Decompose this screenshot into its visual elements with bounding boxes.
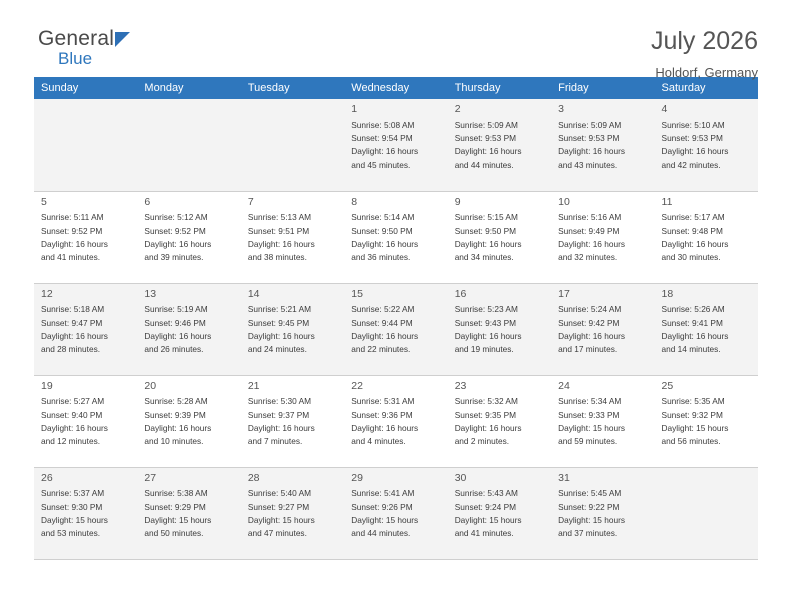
day-sun-info [351,303,441,357]
day-info-line: Sunset: 9:48 PM [661,225,723,236]
day-info-line: and 41 minutes. [41,252,101,263]
day-sun-info [455,211,545,265]
weekday-header-thursday: Thursday [448,77,551,99]
day-info-line: Sunrise: 5:41 AM [351,488,415,499]
calendar-day-cell [137,375,240,467]
calendar-day-cell [137,191,240,283]
day-sun-info [558,487,648,541]
day-info-line: Sunrise: 5:24 AM [558,304,622,315]
day-info-line: Sunset: 9:24 PM [454,501,517,512]
calendar-day-cell [34,375,137,467]
weekday-header-friday: Friday [551,77,654,99]
calendar-day-cell [241,191,344,283]
calendar-day-cell [344,283,447,375]
day-info-line: Sunrise: 5:22 AM [351,304,415,315]
day-number: 10 [558,195,570,208]
day-info-line: Sunset: 9:42 PM [558,317,620,328]
day-sun-info [455,487,545,541]
day-info-line: Sunrise: 5:43 AM [454,488,518,499]
day-info-line: Sunrise: 5:11 AM [41,212,104,223]
day-info-line: Sunrise: 5:15 AM [454,212,518,223]
day-info-line: and 37 minutes. [558,528,618,539]
day-info-line: Daylight: 16 hours [454,330,522,341]
day-info-line: and 41 minutes. [454,528,514,539]
day-info-line: Sunset: 9:26 PM [351,501,413,512]
day-sun-info [558,395,648,449]
day-info-line: and 26 minutes. [144,344,204,355]
day-info-line: Sunrise: 5:32 AM [454,396,518,407]
day-info-line: Sunrise: 5:31 AM [351,396,415,407]
day-info-line: Daylight: 15 hours [558,422,625,433]
day-info-line: Sunrise: 5:10 AM [661,119,725,130]
day-info-line: Sunset: 9:30 PM [41,501,103,512]
day-number: 20 [144,379,157,392]
day-sun-info [558,119,648,173]
day-info-line: Daylight: 16 hours [454,422,522,433]
day-info-line: Sunset: 9:51 PM [247,225,310,236]
day-info-line: and 50 minutes. [144,528,204,539]
day-info-line: and 32 minutes. [558,252,618,263]
weekday-header-sunday: Sunday [34,77,137,99]
day-info-line: Daylight: 15 hours [351,514,419,525]
day-info-line: Daylight: 16 hours [144,422,212,433]
day-info-line: Sunrise: 5:18 AM [41,304,105,315]
day-number: 13 [144,287,157,300]
brand-logo [34,28,130,67]
calendar-day-cell [448,99,551,191]
day-info-line: and 7 minutes. [247,436,303,447]
day-info-line: Daylight: 16 hours [454,146,522,157]
calendar-week-row [34,375,758,467]
day-number: 9 [454,195,461,208]
day-sun-info [351,211,441,265]
day-info-line: and 28 minutes. [41,344,101,355]
day-info-line: and 47 minutes. [247,528,307,539]
day-number: 28 [247,471,260,484]
day-sun-info [351,119,441,173]
day-info-line: Sunset: 9:40 PM [41,409,103,420]
day-info-line: and 14 minutes. [661,344,721,355]
day-info-line: Sunrise: 5:08 AM [351,119,415,130]
day-info-line: Sunset: 9:43 PM [454,317,517,328]
day-info-line: Sunset: 9:53 PM [454,133,517,144]
triangle-logo-icon [115,32,130,47]
day-number: 29 [351,471,363,484]
day-sun-info [662,211,752,265]
day-info-line: Daylight: 16 hours [351,146,419,157]
day-sun-info [558,211,648,265]
day-info-line: Daylight: 16 hours [247,422,315,433]
day-info-line: Sunset: 9:33 PM [558,409,620,420]
day-number: 26 [41,471,53,484]
day-number: 24 [558,379,570,392]
day-info-line: Sunset: 9:52 PM [41,225,103,236]
day-info-line: Sunrise: 5:28 AM [144,396,208,407]
calendar-day-cell [34,191,137,283]
day-info-line: Daylight: 16 hours [247,238,315,249]
page-title: July 2026 [650,27,758,55]
day-info-line: Daylight: 16 hours [144,238,212,249]
calendar-day-cell [34,283,137,375]
weekday-header-tuesday: Tuesday [241,77,344,99]
day-info-line: Daylight: 16 hours [41,238,108,249]
day-sun-info [248,395,338,449]
calendar-day-cell [551,191,654,283]
weekday-header-monday: Monday [137,77,240,99]
calendar-table [34,77,758,560]
calendar-header-row [34,77,758,99]
day-info-line: and 39 minutes. [144,252,204,263]
day-info-line: Sunrise: 5:40 AM [247,488,312,499]
day-sun-info [41,395,131,449]
day-info-line: Sunrise: 5:38 AM [144,488,208,499]
day-number: 5 [41,195,47,208]
day-info-line: Sunset: 9:39 PM [144,409,206,420]
page-subtitle-location: Holdorf, Germany [655,64,758,80]
calendar-day-cell [344,191,447,283]
day-sun-info [248,211,338,265]
brand-name-general: General [38,27,115,50]
day-number: 12 [41,287,53,300]
day-info-line: Sunrise: 5:14 AM [351,212,415,223]
day-info-line: and 19 minutes. [454,344,514,355]
calendar-week-row [34,283,758,375]
calendar-day-cell [655,191,758,283]
day-info-line: Sunrise: 5:19 AM [144,304,208,315]
day-info-line: Daylight: 15 hours [558,514,625,525]
day-info-line: Sunset: 9:53 PM [558,133,620,144]
day-info-line: Daylight: 15 hours [247,514,315,525]
day-info-line: Sunrise: 5:35 AM [661,396,725,407]
calendar-day-cell [137,283,240,375]
day-number: 2 [454,103,461,115]
day-info-line: and 43 minutes. [558,159,618,170]
day-info-line: Sunrise: 5:34 AM [558,396,622,407]
day-info-line: and 42 minutes. [661,159,721,170]
day-info-line: and 38 minutes. [247,252,307,263]
day-number: 11 [661,195,673,208]
day-info-line: Daylight: 16 hours [351,422,419,433]
day-info-line: Sunset: 9:52 PM [144,225,206,236]
day-info-line: and 2 minutes. [454,436,510,447]
day-number: 23 [454,379,467,392]
day-number: 14 [247,287,260,300]
day-sun-info [144,211,234,265]
day-info-line: Sunset: 9:50 PM [454,225,517,236]
day-number: 30 [454,471,467,484]
day-number: 8 [351,195,358,208]
calendar-day-cell [655,375,758,467]
day-info-line: Sunset: 9:50 PM [351,225,413,236]
calendar-day-cell [551,375,654,467]
day-sun-info [351,395,441,449]
calendar-cell-empty [34,99,137,191]
day-info-line: and 59 minutes. [558,436,618,447]
day-number: 17 [558,287,570,300]
weekday-header-saturday: Saturday [655,77,758,99]
day-info-line: Daylight: 16 hours [351,238,419,249]
day-info-line: Sunset: 9:53 PM [661,133,723,144]
day-info-line: Sunrise: 5:16 AM [558,212,622,223]
brand-name-blue: Blue [58,49,93,68]
calendar-day-cell [344,467,447,559]
day-info-line: Sunrise: 5:27 AM [41,396,105,407]
calendar-day-cell [551,467,654,559]
day-sun-info [455,395,545,449]
day-sun-info [662,119,752,173]
day-number: 21 [247,379,260,392]
calendar-day-cell [241,467,344,559]
page-header [34,0,758,80]
day-info-line: Sunrise: 5:09 AM [454,119,518,130]
day-number: 25 [661,379,674,392]
day-info-line: and 4 minutes. [351,436,406,447]
day-info-line: Sunset: 9:36 PM [351,409,413,420]
day-info-line: Sunset: 9:49 PM [558,225,620,236]
day-info-line: Sunset: 9:22 PM [558,501,620,512]
calendar-week-row [34,191,758,283]
day-sun-info [662,395,752,449]
day-info-line: and 10 minutes. [144,436,204,447]
day-info-line: Sunrise: 5:37 AM [41,488,105,499]
day-info-line: Daylight: 16 hours [41,330,108,341]
calendar-day-cell [137,467,240,559]
day-number: 18 [661,287,674,300]
day-info-line: Daylight: 16 hours [454,238,522,249]
day-sun-info [455,303,545,357]
day-number: 1 [351,103,358,115]
calendar-day-cell [448,283,551,375]
day-number: 31 [558,471,570,484]
day-sun-info [41,487,131,541]
day-info-line: Daylight: 15 hours [454,514,522,525]
day-info-line: Sunset: 9:35 PM [454,409,517,420]
calendar-day-cell [655,99,758,191]
day-info-line: Daylight: 15 hours [661,422,729,433]
calendar-day-cell [551,283,654,375]
calendar-week-row [34,467,758,559]
day-info-line: and 17 minutes. [558,344,618,355]
calendar-day-cell [655,283,758,375]
day-info-line: Sunset: 9:47 PM [41,317,103,328]
day-number: 22 [351,379,363,392]
calendar-day-cell [448,467,551,559]
day-info-line: Sunrise: 5:23 AM [454,304,518,315]
calendar-day-cell [34,467,137,559]
day-sun-info [41,211,131,265]
calendar-day-cell [344,99,447,191]
calendar-day-cell [551,99,654,191]
day-info-line: Daylight: 16 hours [661,330,729,341]
day-info-line: Sunset: 9:45 PM [247,317,310,328]
day-info-line: Sunset: 9:41 PM [661,317,723,328]
day-info-line: Daylight: 16 hours [144,330,212,341]
day-info-line: Daylight: 16 hours [558,146,625,157]
day-info-line: and 44 minutes. [351,528,411,539]
day-info-line: and 22 minutes. [351,344,411,355]
weekday-header-wednesday: Wednesday [344,77,447,99]
day-info-line: Sunset: 9:37 PM [247,409,310,420]
calendar-day-cell [448,375,551,467]
calendar-body [34,99,758,559]
day-info-line: Sunrise: 5:30 AM [247,396,312,407]
day-info-line: Sunrise: 5:21 AM [247,304,312,315]
day-info-line: and 30 minutes. [661,252,721,263]
day-info-line: and 45 minutes. [351,159,411,170]
day-number: 3 [558,103,564,115]
calendar-day-cell [344,375,447,467]
calendar-day-cell [241,283,344,375]
day-info-line: Daylight: 16 hours [351,330,419,341]
calendar-cell-empty [241,99,344,191]
day-info-line: Daylight: 16 hours [558,330,625,341]
day-info-line: Daylight: 16 hours [41,422,108,433]
day-info-line: Sunrise: 5:26 AM [661,304,725,315]
day-sun-info [144,395,234,449]
day-info-line: Daylight: 16 hours [661,146,729,157]
day-info-line: Daylight: 16 hours [661,238,729,249]
day-info-line: Daylight: 15 hours [144,514,212,525]
calendar-week-row [34,99,758,191]
day-info-line: Sunset: 9:27 PM [247,501,310,512]
day-sun-info [351,487,441,541]
day-number: 6 [144,195,151,208]
day-info-line: Sunrise: 5:13 AM [247,212,312,223]
calendar-cell-empty [137,99,240,191]
day-number: 15 [351,287,363,300]
day-info-line: Daylight: 16 hours [247,330,315,341]
day-info-line: Sunset: 9:54 PM [351,133,413,144]
day-number: 19 [41,379,53,392]
day-info-line: and 44 minutes. [454,159,514,170]
day-info-line: Sunrise: 5:12 AM [144,212,208,223]
calendar-cell-empty [655,467,758,559]
day-number: 27 [144,471,157,484]
day-number: 16 [454,287,467,300]
day-info-line: Daylight: 15 hours [41,514,108,525]
day-info-line: Sunrise: 5:45 AM [558,488,622,499]
title-block [651,28,758,80]
day-info-line: and 12 minutes. [41,436,101,447]
day-info-line: Sunset: 9:29 PM [144,501,206,512]
day-info-line: Sunrise: 5:09 AM [558,119,622,130]
calendar-day-cell [241,375,344,467]
day-sun-info [144,487,234,541]
day-sun-info [41,303,131,357]
day-sun-info [144,303,234,357]
day-info-line: Sunset: 9:46 PM [144,317,206,328]
day-info-line: and 24 minutes. [247,344,307,355]
day-sun-info [455,119,545,173]
day-sun-info [558,303,648,357]
day-info-line: and 56 minutes. [661,436,721,447]
day-info-line: Sunrise: 5:17 AM [661,212,725,223]
day-sun-info [248,303,338,357]
day-info-line: and 34 minutes. [454,252,514,263]
day-info-line: and 53 minutes. [41,528,101,539]
day-number: 7 [247,195,254,208]
day-info-line: Daylight: 16 hours [558,238,625,249]
day-info-line: Sunset: 9:32 PM [661,409,723,420]
day-info-line: Sunset: 9:44 PM [351,317,413,328]
day-sun-info [662,303,752,357]
calendar-day-cell [448,191,551,283]
day-sun-info [248,487,338,541]
day-number: 4 [661,103,668,115]
day-info-line: and 36 minutes. [351,252,411,263]
